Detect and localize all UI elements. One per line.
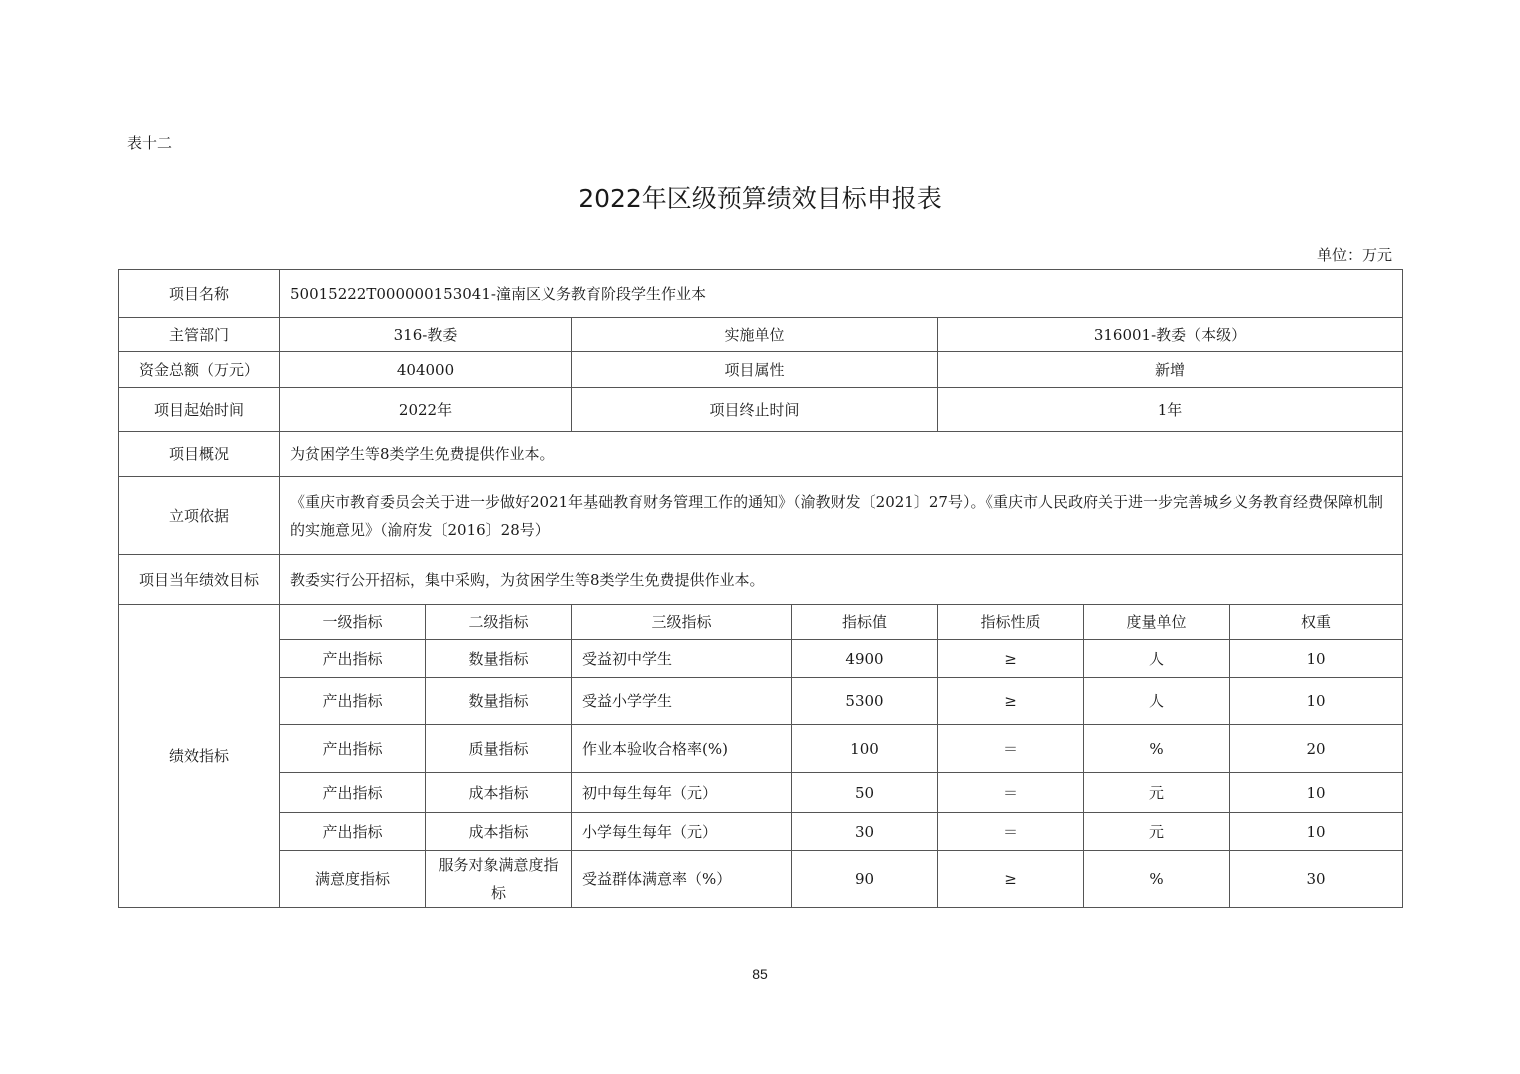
column-header: 二级指标	[426, 605, 572, 640]
basis-row	[119, 477, 1403, 555]
implementing-unit-value: 316001-教委（本级）	[938, 318, 1403, 352]
unit-label: 单位：万元	[1316, 246, 1392, 264]
target-value-cell: 30	[792, 813, 938, 851]
column-header: 度量单位	[1084, 605, 1230, 640]
table-row	[119, 773, 1403, 813]
level2-cell: 质量指标	[426, 725, 572, 773]
nature-cell: ≥	[938, 640, 1084, 678]
page-number: 85	[752, 966, 768, 982]
project-name-label: 项目名称	[119, 270, 280, 318]
fund-row	[119, 352, 1403, 388]
weight-cell: 10	[1230, 640, 1403, 678]
table-row	[119, 678, 1403, 725]
nature-cell: ≥	[938, 678, 1084, 725]
start-time-value: 2022年	[280, 388, 572, 432]
target-value-cell: 5300	[792, 678, 938, 725]
nature-cell: ≥	[938, 851, 1084, 908]
column-header: 指标值	[792, 605, 938, 640]
department-label: 主管部门	[119, 318, 280, 352]
level2-cell: 数量指标	[426, 678, 572, 725]
level2-cell: 数量指标	[426, 640, 572, 678]
table-row	[119, 851, 1403, 908]
level2-cell: 服务对象满意度指标	[426, 851, 572, 908]
level1-cell: 产出指标	[280, 725, 426, 773]
level1-cell: 满意度指标	[280, 851, 426, 908]
column-header: 一级指标	[280, 605, 426, 640]
indicators-section-label: 绩效指标	[119, 605, 280, 908]
unit-cell: %	[1084, 851, 1230, 908]
column-header: 指标性质	[938, 605, 1084, 640]
level3-cell: 小学每生每年（元）	[572, 813, 792, 851]
level3-cell: 受益初中学生	[572, 640, 792, 678]
fund-total-value: 404000	[280, 352, 572, 388]
project-attribute-label: 项目属性	[572, 352, 938, 388]
nature-cell: ＝	[938, 773, 1084, 813]
table-row	[119, 813, 1403, 851]
column-header: 权重	[1230, 605, 1403, 640]
level1-cell: 产出指标	[280, 678, 426, 725]
unit-cell: 人	[1084, 678, 1230, 725]
unit-cell: 元	[1084, 773, 1230, 813]
weight-cell: 30	[1230, 851, 1403, 908]
level1-cell: 产出指标	[280, 813, 426, 851]
project-name-row	[119, 270, 1403, 318]
end-time-label: 项目终止时间	[572, 388, 938, 432]
target-value-cell: 4900	[792, 640, 938, 678]
overview-row	[119, 432, 1403, 477]
end-time-value: 1年	[938, 388, 1403, 432]
nature-cell: ＝	[938, 725, 1084, 773]
table-row	[119, 640, 1403, 678]
period-row	[119, 388, 1403, 432]
implementing-unit-label: 实施单位	[572, 318, 938, 352]
level2-cell: 成本指标	[426, 813, 572, 851]
level3-cell: 初中每生每年（元）	[572, 773, 792, 813]
annual-goal-label: 项目当年绩效目标	[119, 555, 280, 605]
table-number-label: 表十二	[127, 134, 173, 152]
unit-cell: %	[1084, 725, 1230, 773]
basis-label: 立项依据	[119, 477, 280, 555]
overview-value: 为贫困学生等8类学生免费提供作业本。	[280, 432, 1403, 477]
annual-goal-value: 教委实行公开招标，集中采购，为贫困学生等8类学生免费提供作业本。	[280, 555, 1403, 605]
department-value: 316-教委	[280, 318, 572, 352]
project-name-value: 50015222T000000153041-潼南区义务教育阶段学生作业本	[280, 270, 1403, 318]
indicator-header-row	[119, 605, 1403, 640]
level2-cell: 成本指标	[426, 773, 572, 813]
basis-value: 《重庆市教育委员会关于进一步做好2021年基础教育财务管理工作的通知》（渝教财发〔2021〕27号）。《重庆市人民政府关于进一步完善城乡义务教育经费保障机制的实施意见》（渝府发〔2016〕28号）	[280, 477, 1403, 555]
weight-cell: 10	[1230, 813, 1403, 851]
department-row	[119, 318, 1403, 352]
column-header: 三级指标	[572, 605, 792, 640]
level3-cell: 受益群体满意率（%）	[572, 851, 792, 908]
overview-label: 项目概况	[119, 432, 280, 477]
level1-cell: 产出指标	[280, 773, 426, 813]
level3-cell: 受益小学学生	[572, 678, 792, 725]
weight-cell: 20	[1230, 725, 1403, 773]
level3-cell: 作业本验收合格率(%)	[572, 725, 792, 773]
project-attribute-value: 新增	[938, 352, 1403, 388]
target-value-cell: 100	[792, 725, 938, 773]
annual-goal-row	[119, 555, 1403, 605]
fund-total-label: 资金总额（万元）	[119, 352, 280, 388]
page-title: 2022年区级预算绩效目标申报表	[578, 184, 942, 213]
weight-cell: 10	[1230, 678, 1403, 725]
target-value-cell: 50	[792, 773, 938, 813]
weight-cell: 10	[1230, 773, 1403, 813]
target-value-cell: 90	[792, 851, 938, 908]
start-time-label: 项目起始时间	[119, 388, 280, 432]
level1-cell: 产出指标	[280, 640, 426, 678]
table-row	[119, 725, 1403, 773]
unit-cell: 元	[1084, 813, 1230, 851]
unit-cell: 人	[1084, 640, 1230, 678]
budget-performance-table	[118, 269, 1403, 908]
nature-cell: ＝	[938, 813, 1084, 851]
